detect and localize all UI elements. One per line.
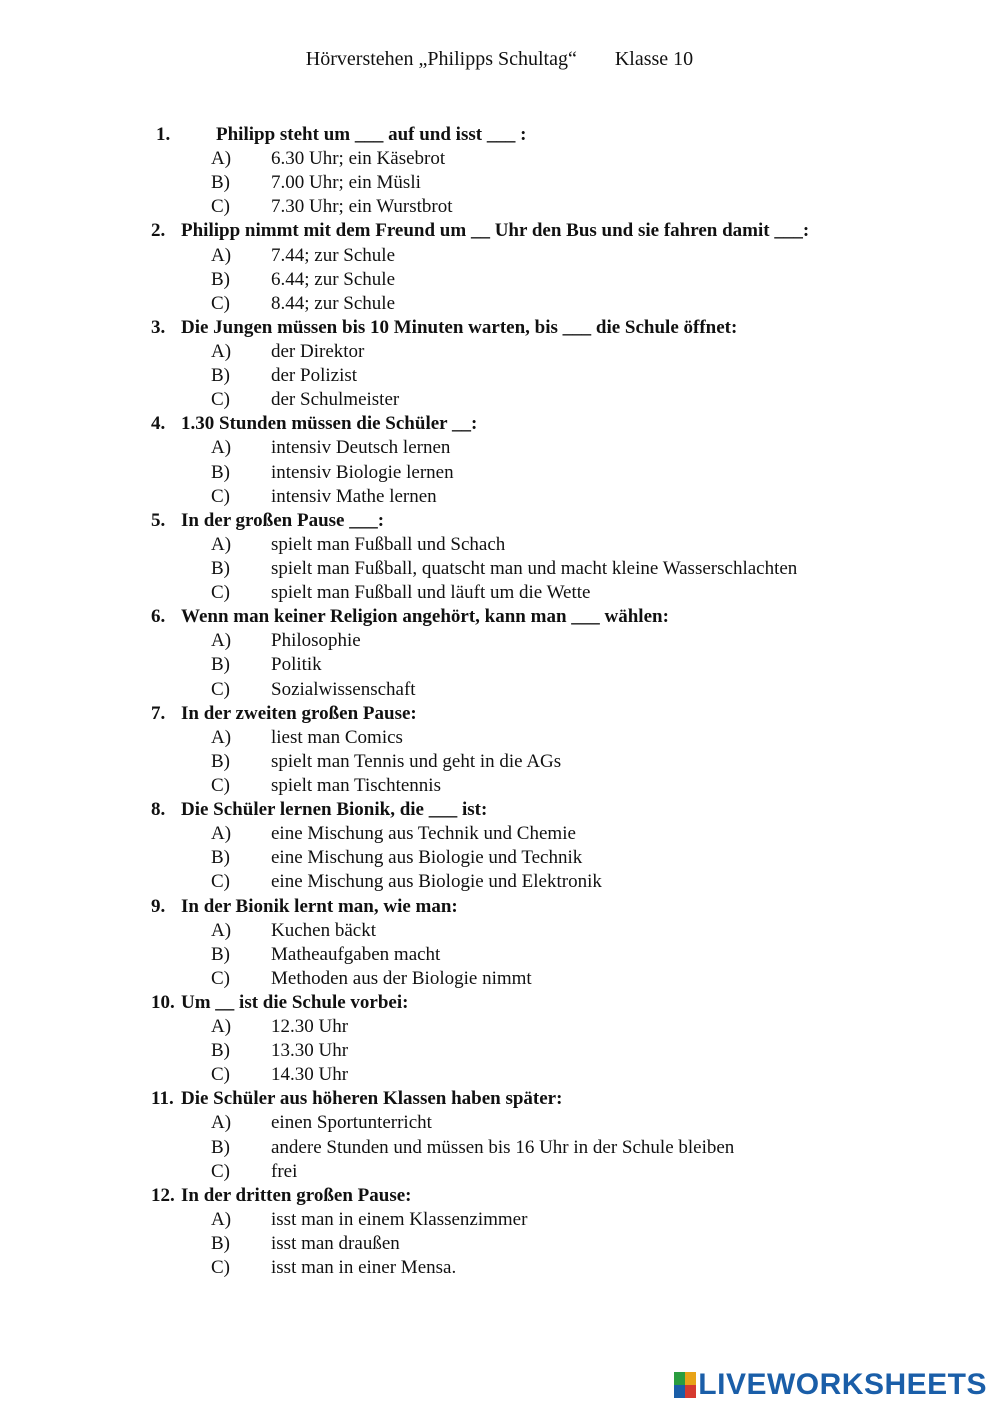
question-7: [0, 702, 999, 726]
answer-option[interactable]: [0, 268, 999, 292]
option-text: Politik: [271, 654, 322, 676]
option-letter: C): [211, 485, 230, 507]
question-text: Philipp steht um ___ auf und isst ___ :: [216, 124, 527, 145]
option-text: 8.44; zur Schule: [271, 292, 396, 314]
option-text: 13.30 Uhr: [271, 1040, 349, 1062]
option-letter: B): [211, 268, 230, 290]
option-text: Philosophie: [271, 630, 361, 652]
option-letter: A): [211, 1016, 232, 1038]
question-5: [0, 509, 999, 533]
question-number: 6.: [151, 606, 166, 628]
option-text: 6.44; zur Schule: [271, 268, 396, 290]
liveworksheets-logo: [674, 1368, 987, 1402]
question-number: 7.: [151, 702, 166, 724]
option-text: 14.30 Uhr: [271, 1064, 349, 1086]
option-letter: C): [211, 774, 230, 796]
option-letter: A): [211, 1112, 232, 1134]
answer-option[interactable]: [0, 533, 999, 557]
answer-option[interactable]: [0, 629, 999, 653]
question-text: Die Schüler lernen Bionik, die ___ ist:: [181, 799, 488, 821]
question-2: [0, 219, 999, 243]
answer-option[interactable]: [0, 750, 999, 774]
option-text: liest man Comics: [271, 726, 403, 748]
option-text: spielt man Fußball und Schach: [271, 533, 506, 555]
answer-option[interactable]: [0, 195, 999, 219]
option-text: spielt man Tennis und geht in die AGs: [271, 750, 562, 772]
answer-option[interactable]: [0, 485, 999, 509]
option-text: isst man draußen: [271, 1233, 400, 1255]
question-text: 1.30 Stunden müssen die Schüler __:: [181, 413, 478, 435]
option-text: isst man in einer Mensa.: [271, 1257, 457, 1279]
option-letter: A): [211, 437, 232, 459]
answer-option[interactable]: [0, 943, 999, 967]
question-text: Wenn man keiner Religion angehört, kann man ___ wählen:: [181, 606, 669, 628]
answer-option[interactable]: [0, 292, 999, 316]
worksheet-header: [0, 48, 999, 71]
question-text: In der zweiten großen Pause:: [181, 702, 417, 724]
option-letter: A): [211, 1208, 232, 1230]
option-letter: A): [211, 340, 232, 362]
answer-option[interactable]: [0, 967, 999, 991]
option-letter: A): [211, 148, 232, 170]
option-text: der Polizist: [271, 365, 358, 387]
question-text: Um __ ist die Schule vorbei:: [181, 991, 409, 1013]
answer-option[interactable]: [0, 1015, 999, 1039]
option-letter: C): [211, 1064, 230, 1086]
option-text: 7.30 Uhr; ein Wurstbrot: [271, 196, 453, 218]
option-letter: A): [211, 726, 232, 748]
option-letter: B): [211, 365, 230, 387]
question-number: 11.: [151, 1088, 174, 1110]
answer-option[interactable]: [0, 340, 999, 364]
option-text: intensiv Deutsch lernen: [271, 437, 451, 459]
answer-option[interactable]: [0, 1039, 999, 1063]
question-6: [0, 605, 999, 629]
option-text: Sozialwissenschaft: [271, 678, 416, 700]
option-text: eine Mischung aus Biologie und Elektronik: [271, 871, 602, 893]
answer-option[interactable]: [0, 244, 999, 268]
answer-option[interactable]: [0, 1160, 999, 1184]
option-letter: A): [211, 823, 232, 845]
worksheet-title: Hörverstehen „Philipps Schultag“: [305, 48, 577, 70]
answer-option[interactable]: [0, 846, 999, 870]
option-letter: C): [211, 967, 230, 989]
option-text: 6.30 Uhr; ein Käsebrot: [271, 148, 446, 170]
answer-option[interactable]: [0, 364, 999, 388]
answer-option[interactable]: [0, 557, 999, 581]
question-text: In der dritten großen Pause:: [181, 1184, 412, 1206]
answer-option[interactable]: [0, 171, 999, 195]
option-letter: B): [211, 1040, 230, 1062]
answer-option[interactable]: [0, 726, 999, 750]
answer-option[interactable]: [0, 147, 999, 171]
option-text: spielt man Tischtennis: [271, 774, 441, 796]
option-text: spielt man Fußball und läuft um die Wette: [271, 582, 591, 604]
option-letter: C): [211, 292, 230, 314]
option-text: 7.44; zur Schule: [271, 244, 396, 266]
option-letter: B): [211, 943, 230, 965]
question-number: 3.: [151, 316, 166, 338]
class-label: Klasse 10: [614, 48, 694, 70]
option-text: frei: [271, 1160, 298, 1182]
option-letter: C): [211, 1160, 230, 1182]
option-text: eine Mischung aus Technik und Chemie: [271, 823, 576, 845]
option-text: einen Sportunterricht: [271, 1112, 432, 1134]
option-text: 7.00 Uhr; ein Müsli: [271, 172, 421, 194]
option-text: isst man in einem Klassenzimmer: [271, 1208, 528, 1230]
option-text: andere Stunden und müssen bis 16 Uhr in der Schule bleiben: [271, 1136, 735, 1158]
answer-option[interactable]: [0, 1256, 999, 1280]
option-text: eine Mischung aus Biologie und Technik: [271, 847, 583, 869]
answer-option[interactable]: [0, 653, 999, 677]
question-text: Die Jungen müssen bis 10 Minuten warten, bis ___ die Schule öffnet:: [181, 316, 738, 338]
option-letter: B): [211, 1136, 230, 1158]
question-text: In der großen Pause ___:: [181, 509, 385, 531]
option-text: der Schulmeister: [271, 389, 400, 411]
answer-option[interactable]: [0, 1232, 999, 1256]
option-letter: B): [211, 654, 230, 676]
question-number: 9.: [151, 895, 166, 917]
option-letter: A): [211, 244, 232, 266]
option-text: intensiv Biologie lernen: [271, 461, 454, 483]
question-12: [0, 1184, 999, 1208]
option-text: 12.30 Uhr: [271, 1016, 349, 1038]
option-letter: A): [211, 630, 232, 652]
option-letter: B): [211, 557, 230, 579]
option-letter: B): [211, 847, 230, 869]
option-letter: B): [211, 1233, 230, 1255]
option-letter: C): [211, 871, 230, 893]
question-number: 1.: [156, 124, 171, 145]
option-text: Kuchen bäckt: [271, 919, 376, 941]
answer-option[interactable]: [0, 1208, 999, 1232]
option-letter: C): [211, 678, 230, 700]
question-number: 5.: [151, 509, 166, 531]
question-11: [0, 1087, 999, 1111]
option-letter: C): [211, 582, 230, 604]
option-text: der Direktor: [271, 340, 365, 362]
answer-option[interactable]: [0, 1063, 999, 1087]
option-letter: C): [211, 389, 230, 411]
answer-option[interactable]: [0, 581, 999, 605]
option-letter: C): [211, 1257, 230, 1279]
liveworksheets-logo-icon: [674, 1372, 696, 1398]
answer-option[interactable]: [0, 774, 999, 798]
question-8: [0, 798, 999, 822]
question-list: [0, 123, 999, 1280]
answer-option[interactable]: [0, 388, 999, 412]
question-3: [0, 316, 999, 340]
answer-option[interactable]: [0, 678, 999, 702]
question-text: Philipp nimmt mit dem Freund um __ Uhr den Bus und sie fahren damit ___:: [181, 220, 810, 242]
option-letter: C): [211, 196, 230, 218]
question-number: 12.: [151, 1184, 175, 1206]
question-1: [0, 123, 999, 147]
option-letter: B): [211, 172, 230, 194]
answer-option[interactable]: [0, 870, 999, 894]
question-text: In der Bionik lernt man, wie man:: [181, 895, 458, 917]
option-letter: B): [211, 461, 230, 483]
option-text: intensiv Mathe lernen: [271, 485, 437, 507]
option-text: Matheaufgaben macht: [271, 943, 441, 965]
question-number: 4.: [151, 413, 166, 435]
option-letter: A): [211, 533, 232, 555]
question-number: 10.: [151, 991, 175, 1013]
option-letter: A): [211, 919, 232, 941]
logo-text: LIVEWORKSHEETS: [698, 1368, 987, 1401]
option-text: Methoden aus der Biologie nimmt: [271, 967, 532, 989]
option-letter: B): [211, 750, 230, 772]
option-text: spielt man Fußball, quatscht man und macht kleine Wasserschlachten: [271, 557, 798, 579]
question-number: 8.: [151, 799, 166, 821]
question-9: [0, 895, 999, 919]
answer-option[interactable]: [0, 1136, 999, 1160]
answer-option[interactable]: [0, 436, 999, 460]
answer-option[interactable]: [0, 822, 999, 846]
answer-option[interactable]: [0, 919, 999, 943]
question-10: [0, 991, 999, 1015]
question-text: Die Schüler aus höheren Klassen haben später:: [181, 1088, 563, 1110]
question-number: 2.: [151, 220, 166, 242]
question-4: [0, 412, 999, 436]
answer-option[interactable]: [0, 1111, 999, 1135]
answer-option[interactable]: [0, 461, 999, 485]
